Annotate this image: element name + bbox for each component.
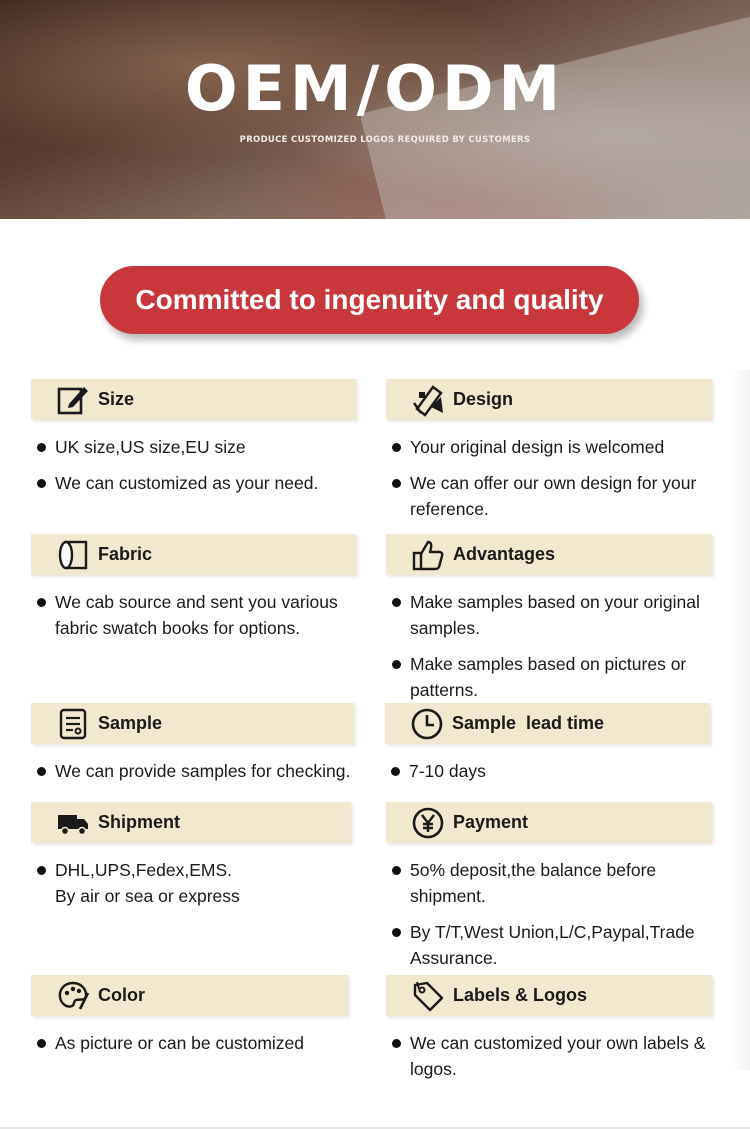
list-item-continuation: By air or sea or express [55,886,240,906]
edge-shadow [731,370,750,1070]
hero-title: OEM/ODM [184,52,566,125]
section-title: Labels & Logos [453,985,588,1005]
bullet-list [31,434,356,496]
hero-banner [0,0,750,219]
list-item: 5o% deposit,the balance before shipment. [392,857,712,909]
list-item: Make samples based on your original samples. [392,589,712,641]
bullet-list [385,758,710,784]
bullet-list [31,857,351,909]
list-item: As picture or can be customized [37,1030,348,1056]
bullet-list [386,1030,712,1082]
section-title: Design [453,389,514,409]
list-item: UK size,US size,EU size [37,434,356,460]
yen-coin-icon [410,805,446,841]
section-header [386,975,712,1016]
section-title: Sample [98,713,163,733]
section-header [385,703,710,744]
thumbs-up-icon [410,537,446,573]
section-header [386,802,712,843]
section-header [386,534,712,575]
list-item: DHL,UPS,Fedex,EMS. [37,857,351,883]
section-color [31,975,348,1066]
list-item: We can customized your own labels & logos. [392,1030,712,1082]
section-header [386,379,712,420]
section-header [31,975,348,1016]
truck-icon [55,805,91,841]
section-title: Advantages [453,544,556,564]
edit-icon [55,382,91,418]
bullet-list [31,589,356,641]
list-item: Your original design is welcomed [392,434,712,460]
section-title: Shipment [98,812,181,832]
section-header [31,534,356,575]
tag-icon [410,978,446,1014]
section-title: Size [98,389,135,409]
section-labels-logos [386,975,712,1092]
section-size [31,379,356,506]
section-payment [386,802,712,981]
section-title: Fabric [98,544,153,564]
list-item: 7-10 days [391,758,710,784]
section-lead-time [385,703,710,794]
section-advantages [386,534,712,713]
bullet-list [386,857,712,971]
section-design [386,379,712,532]
section-shipment [31,802,351,919]
hero-subtitle: PRODUCE CUSTOMIZED LOGOS REQUIRED BY CUSTOMERS [239,135,531,145]
fabric-roll-icon [55,537,91,573]
design-tools-icon [410,382,446,418]
section-sample [31,703,354,794]
list-item: By T/T,West Union,L/C,Paypal,Trade Assurance. [392,919,712,971]
section-header [31,703,354,744]
list-item: Make samples based on pictures or patterns. [392,651,712,703]
section-header [31,802,351,843]
list-item: We can provide samples for checking. [37,758,354,784]
bullet-list [31,1030,348,1056]
list-item: We can customized as your need. [37,470,356,496]
palette-icon [55,978,91,1014]
bullet-list [386,589,712,703]
section-title: Color [98,985,145,1005]
document-icon [55,706,91,742]
clock-icon [409,706,445,742]
section-fabric [31,534,356,651]
list-item: We cab source and sent you various fabric swatch books for options. [37,589,356,641]
commitment-banner: Committed to ingenuity and quality [100,266,639,334]
section-title: Sample lead time [452,713,605,733]
section-header [31,379,356,420]
list-item: We can offer our own design for your reference. [392,470,712,522]
bullet-list [31,758,354,784]
bullet-list [386,434,712,522]
section-title: Payment [453,812,529,832]
